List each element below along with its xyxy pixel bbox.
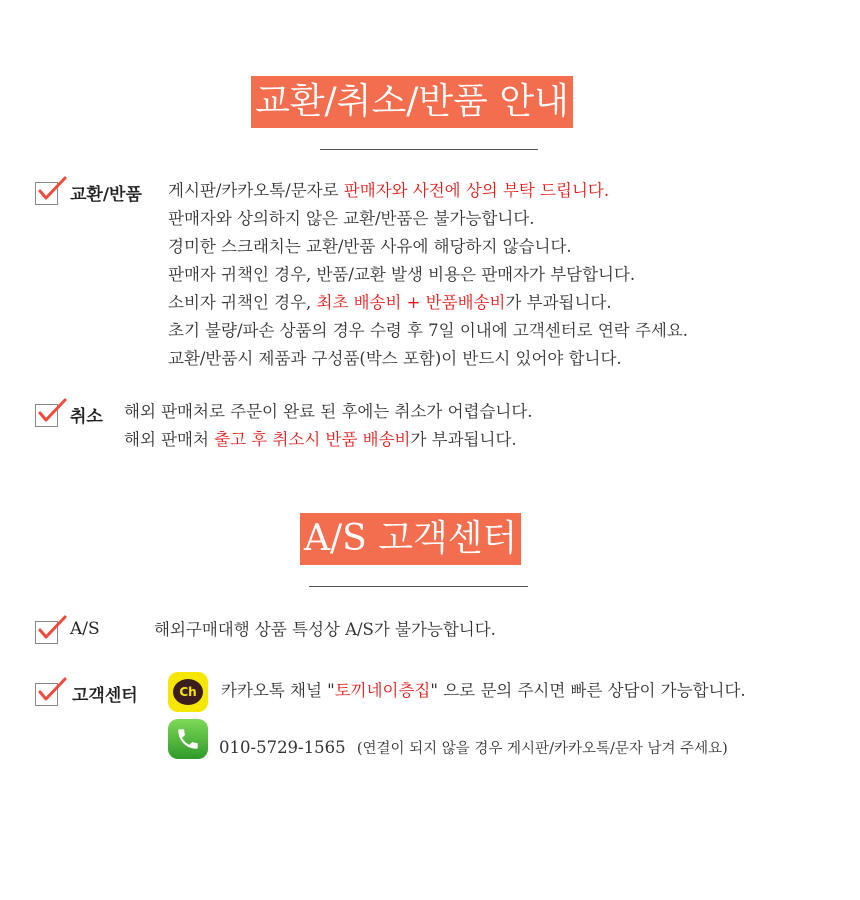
checkbox-check-icon — [34, 176, 68, 206]
notice-line: 게시판/카카오톡/문자로 판매자와 사전에 상의 부탁 드립니다. — [168, 181, 610, 200]
checkbox-check-icon — [34, 615, 68, 645]
notice-line: 소비자 귀책인 경우, 최초 배송비 + 반품배송비가 부과됩니다. — [168, 293, 612, 312]
section-title-exchange: 교환/취소/반품 안내 — [251, 76, 573, 128]
exchange-notes — [168, 177, 688, 373]
phone-icon[interactable] — [168, 719, 208, 759]
label-customer-center: 고객센터 — [72, 686, 138, 706]
checkbox-check-icon — [34, 677, 68, 707]
notice-line: 판매자 귀책인 경우, 반품/교환 발생 비용은 판매자가 부담합니다. — [168, 265, 636, 284]
as-notice: 해외구매대행 상품 특성상 A/S가 불가능합니다. — [154, 620, 496, 639]
section-divider — [320, 149, 538, 150]
kakao-channel-icon[interactable]: Ch — [168, 672, 208, 712]
label-exchange-return: 교환/반품 — [70, 185, 142, 205]
notice-line: 초기 불량/파손 상품의 경우 수령 후 7일 이내에 고객센터로 연락 주세요. — [168, 321, 689, 340]
section-divider — [309, 586, 528, 587]
section-title-as: A/S 고객센터 — [300, 513, 521, 565]
notice-line: 판매자와 상의하지 않은 교환/반품은 불가능합니다. — [168, 209, 535, 228]
notice-line: 경미한 스크래치는 교환/반품 사유에 해당하지 않습니다. — [168, 237, 572, 256]
phone-contact — [219, 734, 728, 762]
notice-line: 해외 판매처로 주문이 완료 된 후에는 취소가 어렵습니다. — [124, 402, 533, 421]
checkbox-check-icon — [34, 398, 68, 428]
phone-note: (연결이 되지 않을 경우 게시판/카카오톡/문자 남겨 주세요) — [356, 741, 728, 757]
notice-line: 교환/반품시 제품과 구성품(박스 포함)이 반드시 있어야 합니다. — [168, 349, 622, 368]
cancel-notes — [124, 398, 533, 454]
label-cancel: 취소 — [70, 407, 103, 427]
label-as: A/S — [70, 619, 100, 639]
phone-handset-icon — [175, 726, 201, 752]
phone-number[interactable]: 010-5729-1565 — [219, 738, 346, 757]
notice-line: 해외 판매처 출고 후 취소시 반품 배송비가 부과됩니다. — [124, 430, 517, 449]
kakao-channel-text: 카카오톡 채널 "토끼네이층집" 으로 문의 주시면 빠른 상담이 가능합니다. — [221, 681, 746, 700]
